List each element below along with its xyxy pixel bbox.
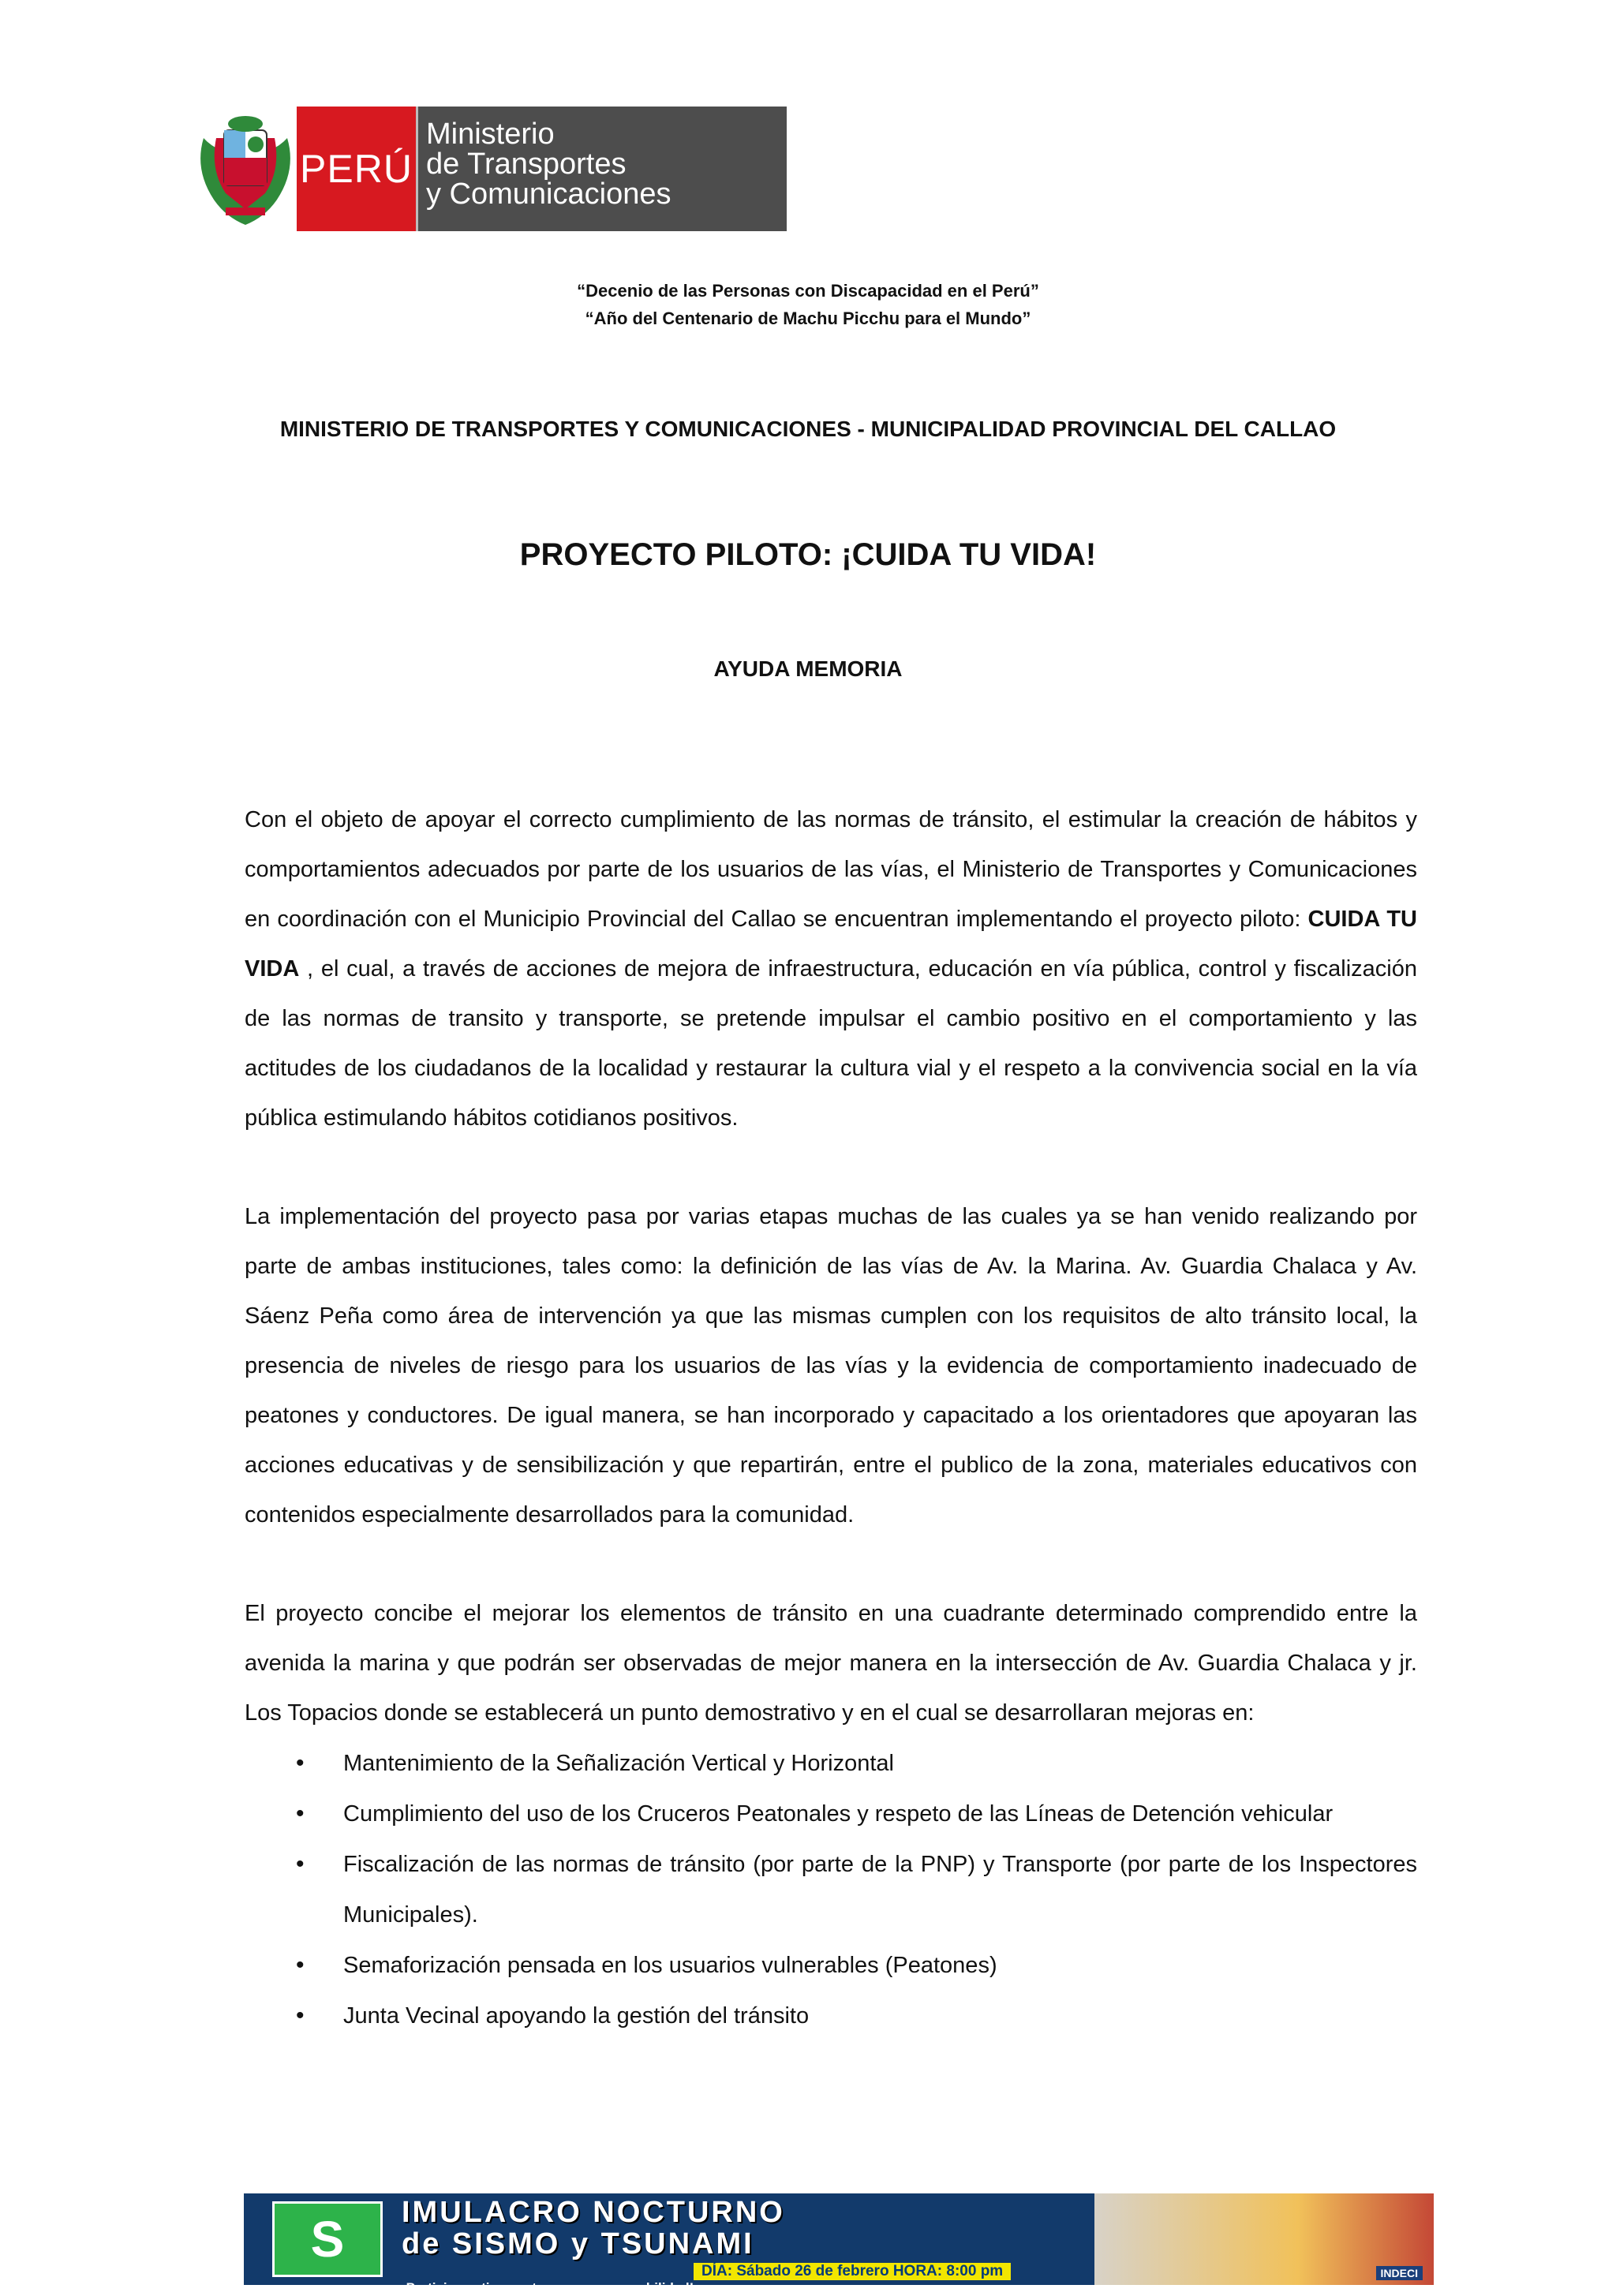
banner-photo — [1094, 2193, 1434, 2285]
drill-banner — [244, 2193, 1434, 2295]
bullet-icon: • — [296, 1851, 305, 1877]
list-item-text: Semaforización pensada en los usuarios vulnerables (Peatones) — [343, 1953, 997, 1978]
list-item-text: Junta Vecinal apoyando la gestión del tránsito — [343, 2003, 810, 2029]
paragraph-1-text-a: Con el objeto de apoyar el correcto cumplimiento de las normas de tránsito, el estimular la creación de hábitos y comportamientos adecuados por parte de los usuarios de las vías, el Ministerio de Transportes y Comunicaciones en coordinación con el Municipio Provincial del Callao se encuentran implementando el proyecto piloto: — [245, 807, 1417, 932]
paragraph-1-text-b: , el cual, a través de acciones de mejora de infraestructura, educación en vía pública, control y fiscalización de las normas de transito y transporte, se pretende impulsar el cambio positivo en el comportamiento y las actitudes de los ciudadanos de la localidad y restaurar la cultura vial y el respeto a la convivencia social en la vía pública estimulando hábitos cotidianos positivos. — [245, 956, 1417, 1131]
bullet-icon: • — [296, 1750, 305, 1776]
indeci-logo: INDECI — [1376, 2266, 1423, 2280]
bullet-icon: • — [296, 1952, 305, 1978]
paragraph-3: El proyecto concibe el mejorar los elementos de tránsito en una cuadrante determinado comprendido entre la avenida la marina y que podrán ser observadas de mejor manera en la intersección de Av. Guardia Chalaca y jr. Los Topacios donde se establecerá un punto demostrativo y en el cual se desarrollaran mejoras en: — [245, 1601, 1417, 1726]
ministry-line-1: Ministerio — [426, 118, 555, 151]
banner-headline-2: de SISMO y TSUNAMI — [402, 2227, 754, 2260]
ministry-logo — [194, 107, 787, 231]
bullet-icon: • — [296, 1801, 305, 1827]
list-item — [245, 1940, 1417, 1991]
ministry-line-3: y Comunicaciones — [426, 178, 671, 211]
ministry-line-2: de Transportes — [426, 148, 627, 181]
list-item-text: Mantenimiento de la Señalización Vertical y Horizontal — [343, 1751, 894, 1776]
bullet-icon: • — [296, 2002, 305, 2029]
paragraph-1 — [245, 795, 1417, 1143]
banner-headline-1: IMULACRO NOCTURNO — [402, 2196, 785, 2229]
improvements-list — [245, 1738, 1417, 2041]
badge-letter: S — [310, 2211, 345, 2268]
motto-line-2: “Año del Centenario de Machu Picchu para el Mundo” — [585, 309, 1031, 328]
document-title: PROYECTO PILOTO: ¡CUIDA TU VIDA! — [519, 537, 1097, 572]
country-name: PERÚ — [300, 147, 413, 191]
motto-line-1: “Decenio de las Personas con Discapacidad en el Perú” — [577, 281, 1039, 301]
peru-box — [297, 107, 416, 231]
safety-badge-icon — [272, 2201, 383, 2277]
document-subtitle: AYUDA MEMORIA — [713, 656, 903, 681]
list-item-text: Fiscalización de las normas de tránsito (por parte de la PNP) y Transporte (por parte de los Inspectores Municipales). — [343, 1852, 1417, 1928]
organization-title: MINISTERIO DE TRANSPORTES Y COMUNICACIONES - MUNICIPALIDAD PROVINCIAL DEL CALLAO — [279, 417, 1337, 441]
paragraph-2: La implementación del proyecto pasa por varias etapas muchas de las cuales ya se han venido realizando por parte de ambas instituciones, tales como: la definición de las vías de Av. la Marina. Av. Guardia Chalaca y Av. Sáenz Peña como área de intervención ya que las mismas cumplen con los requisitos de alto tránsito local, la presencia de niveles de riesgo para los usuarios de las vías y la evidencia de comportamiento inadecuado de peatones y conductores. De igual manera, se han incorporado y capacitado a los orientadores que apoyaran las acciones educativas y de sensibilización y que repartirán, entre el publico de la zona, materiales educativos con contenidos especialmente desarrollados para la comunidad. — [245, 1204, 1417, 1528]
banner-date: DÍA: Sábado 26 de febrero HORA: 8:00 pm — [694, 2263, 1011, 2280]
list-item — [245, 1738, 1417, 1789]
list-item-text: Cumplimiento del uso de los Cruceros Peatonales y respeto de las Líneas de Detención vehicular — [343, 1801, 1334, 1827]
ministry-name-box — [416, 107, 787, 231]
project-name-bold: CUIDA TU VIDA — [245, 907, 1417, 982]
list-item — [245, 1839, 1417, 1940]
list-item — [245, 1789, 1417, 1839]
coat-of-arms-icon — [194, 107, 297, 231]
list-item — [245, 1991, 1417, 2041]
document-body — [245, 795, 1417, 2041]
banner-slogan: ¡Participa activamente y con responsabilidad! — [402, 2280, 694, 2295]
